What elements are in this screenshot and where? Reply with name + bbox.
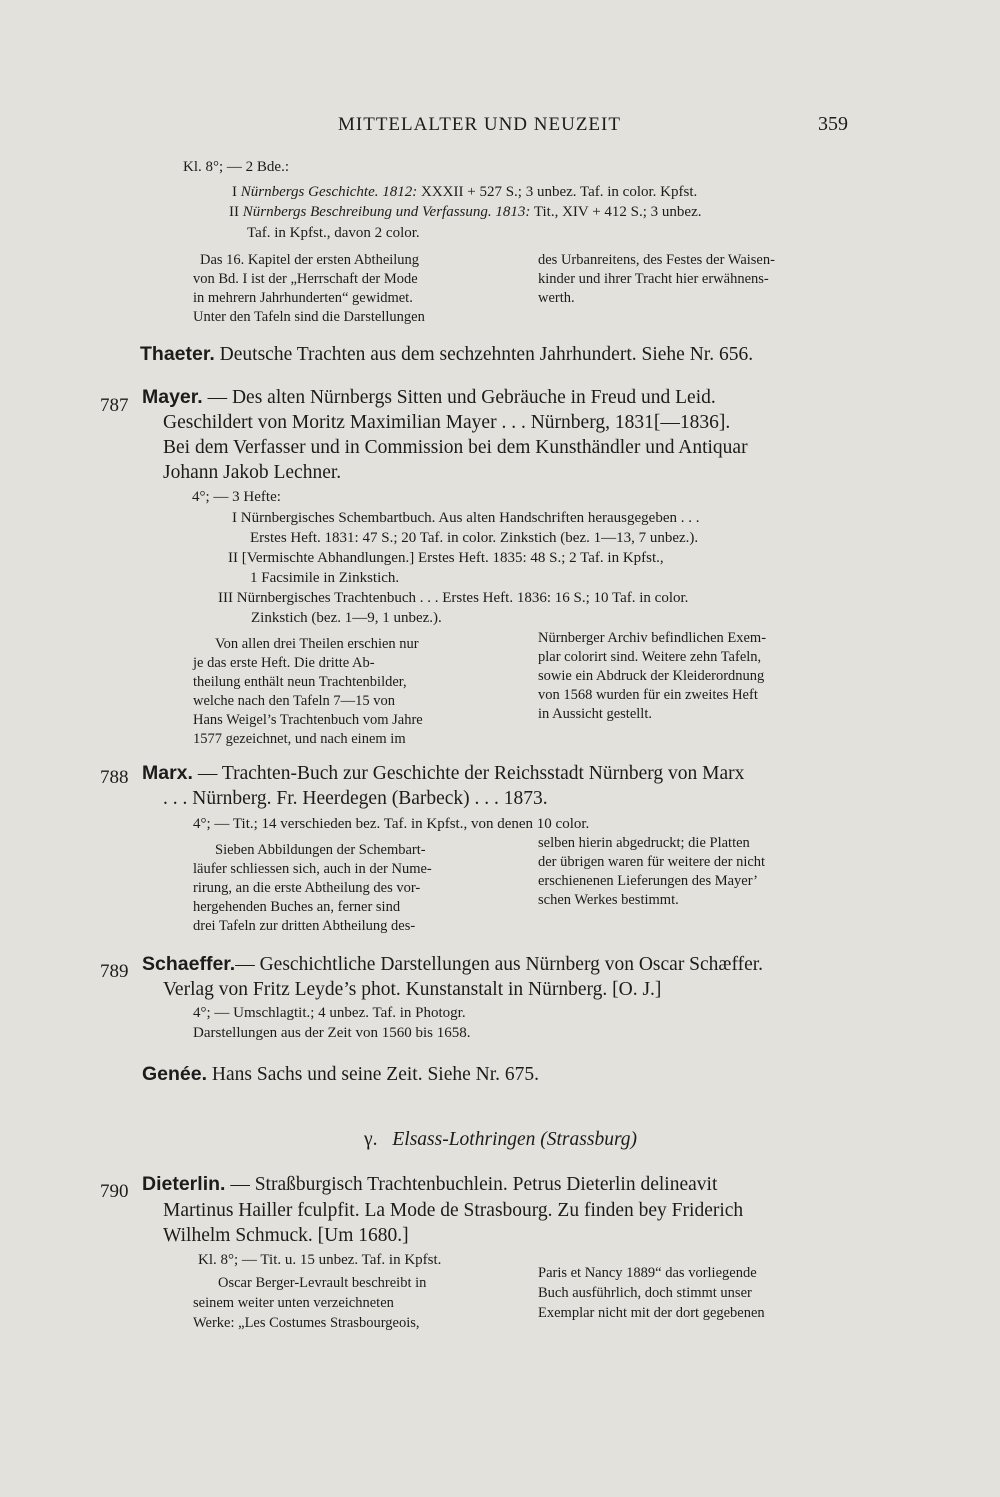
entry-text: Hans Sachs und seine Zeit. Siehe Nr. 675. <box>207 1064 540 1085</box>
note-line: theilung enthält neun Trachtenbilder, <box>193 674 407 690</box>
section-letter: γ. <box>364 1129 378 1150</box>
note-line: von Bd. I ist der „Herrschaft der Mode <box>193 271 418 287</box>
collation-line: 4°; — Tit.; 14 verschieden bez. Taf. in Kpfst., von denen 10 color. <box>193 816 590 832</box>
note-line: Paris et Nancy 1889“ das vorliegende <box>538 1265 757 1281</box>
section-title: Elsass-Lothringen (Strassburg) <box>392 1129 638 1150</box>
running-header <box>0 114 1000 140</box>
collation-line: 4°; — 3 Hefte: <box>192 489 281 505</box>
note-line: seinem weiter unten verzeichneten <box>193 1295 394 1311</box>
running-header-title: MITTELALTER UND NEUZEIT <box>338 114 621 135</box>
note-line: je das erste Heft. Die dritte Ab- <box>193 655 375 671</box>
volume-line: I Nürnbergisches Schembartbuch. Aus alten Handschriften herausgegeben . . . <box>232 510 700 526</box>
section-heading <box>364 1130 637 1150</box>
note-line: Exemplar nicht mit der dort gegebenen <box>538 1305 765 1321</box>
note-line: werth. <box>538 290 575 306</box>
entry-author: Dieterlin. <box>142 1173 226 1195</box>
note-line: welche nach den Tafeln 7—15 von <box>193 693 396 709</box>
note-line: Nürnberger Archiv befindlichen Exem- <box>538 630 767 646</box>
entry-author: Schaeffer. <box>142 953 236 975</box>
note-line: Werke: „Les Costumes Strasbourgeois, <box>193 1315 420 1331</box>
note-line: drei Tafeln zur dritten Abtheilung des- <box>193 918 416 934</box>
entry-author: Marx. <box>142 762 193 784</box>
entry-text: Deutsche Trachten aus dem sechzehnten Jahrhundert. Siehe Nr. 656. <box>214 344 754 365</box>
note-line: Sieben Abbildungen der Schembart- <box>215 842 426 858</box>
note-line: Buch ausführlich, doch stimmt unser <box>538 1285 752 1301</box>
entry-title: — Trachten-Buch zur Geschichte der Reichsstadt Nürnberg von Marx <box>192 763 745 784</box>
note-line: läufer schliessen sich, auch in der Nume- <box>193 861 432 877</box>
volume-collation: Tit., XIV + 412 S.; 3 unbez. <box>530 204 702 220</box>
entry-title-line: . . . Nürnberg. Fr. Heerdegen (Barbeck) . . . 1873. <box>163 788 548 809</box>
entry-number: 787 <box>100 395 129 416</box>
collation-line: 4°; — Umschlagtit.; 4 unbez. Taf. in Photogr. <box>193 1005 466 1021</box>
volume-number: II <box>229 204 243 220</box>
entry-title: — Straßburgisch Trachtenbuchlein. Petrus Dieterlin delineavit <box>225 1174 718 1195</box>
note-line: Hans Weigel’s Trachtenbuch vom Jahre <box>193 712 423 728</box>
entry-author: Genée. <box>142 1063 208 1085</box>
note-line: erschienenen Lieferungen des Mayer’ <box>538 873 758 889</box>
note-line: in Aussicht gestellt. <box>538 706 652 722</box>
volume-line: Erstes Heft. 1831: 47 S.; 20 Taf. in color. Zinkstich (bez. 1—13, 7 unbez.). <box>250 530 699 546</box>
entry-author: Thaeter. <box>140 343 215 365</box>
entry-title-line: Wilhelm Schmuck. [Um 1680.] <box>163 1225 409 1246</box>
entry-number: 788 <box>100 767 129 788</box>
entry-number: 789 <box>100 961 129 982</box>
note-line: kinder und ihrer Tracht hier erwähnens- <box>538 271 769 287</box>
note-line: selben hierin abgedruckt; die Platten <box>538 835 750 851</box>
note-line: 1577 gezeichnet, und nach einem im <box>193 731 406 747</box>
entry-title-line <box>142 764 744 784</box>
note-line: von 1568 wurden für ein zweites Heft <box>538 687 758 703</box>
entry-title: — Des alten Nürnbergs Sitten und Gebräuche in Freud und Leid. <box>202 387 716 408</box>
entry-title-line: Johann Jakob Lechner. <box>163 462 342 483</box>
collation-line: Kl. 8°; — 2 Bde.: <box>183 159 289 175</box>
volume-line: 1 Facsimile in Zinkstich. <box>250 570 400 586</box>
entry-title: — Geschichtliche Darstellungen aus Nürnberg von Oscar Schæffer. <box>235 954 764 975</box>
note-line: in mehrern Jahrhunderten“ gewidmet. <box>193 290 413 306</box>
volume-collation: XXXII + 527 S.; 3 unbez. Taf. in color. Kpfst. <box>417 184 698 200</box>
note-line: schen Werkes bestimmt. <box>538 892 679 908</box>
entry-title-line: Martinus Hailler fculpfit. La Mode de Strasbourg. Zu finden bey Friderich <box>163 1200 744 1221</box>
entry-author: Mayer. <box>142 386 203 408</box>
entry-title-line: Bei dem Verfasser und in Commission bei dem Kunsthändler und Antiquar <box>163 437 748 458</box>
entry-title-line <box>142 1175 717 1195</box>
cross-reference-entry <box>140 345 753 365</box>
note-line: Unter den Tafeln sind die Darstellungen <box>193 309 425 325</box>
volume-title: Nürnbergs Geschichte. 1812: <box>240 184 418 200</box>
note-line: Darstellungen aus der Zeit von 1560 bis 1658. <box>193 1025 471 1041</box>
note-line: Oscar Berger-Levrault beschreibt in <box>218 1275 427 1291</box>
volume-line: Zinkstich (bez. 1—9, 1 unbez.). <box>251 610 442 626</box>
note-line: hergehenden Buches an, ferner sind <box>193 899 401 915</box>
note-line: der übrigen waren für weitere der nicht <box>538 854 766 870</box>
entry-title-line <box>142 388 716 408</box>
entry-title-line: Geschildert von Moritz Maximilian Mayer . . . Nürnberg, 1831[—1836]. <box>163 412 731 433</box>
collation-line: Kl. 8°; — Tit. u. 15 unbez. Taf. in Kpfst. <box>198 1252 442 1268</box>
entry-title-line <box>142 955 763 975</box>
volume-line <box>229 205 702 220</box>
note-line: plar colorirt sind. Weitere zehn Tafeln, <box>538 649 762 665</box>
entry-title-line: Verlag von Fritz Leyde’s phot. Kunstanstalt in Nürnberg. [O. J.] <box>163 979 662 1000</box>
volume-number: I <box>232 184 241 200</box>
volume-line <box>232 185 697 200</box>
entry-number: 790 <box>100 1181 129 1202</box>
note-line: sowie ein Abdruck der Kleiderordnung <box>538 668 765 684</box>
volume-line: III Nürnbergisches Trachtenbuch . . . Erstes Heft. 1836: 16 S.; 10 Taf. in color. <box>218 590 689 606</box>
volume-title: Nürnbergs Beschreibung und Verfassung. 1813: <box>242 204 531 220</box>
cross-reference-entry <box>142 1065 539 1085</box>
page-number: 359 <box>818 113 848 135</box>
note-line: Von allen drei Theilen erschien nur <box>215 636 419 652</box>
note-line: rirung, an die erste Abtheilung des vor- <box>193 880 421 896</box>
volume-line: Taf. in Kpfst., davon 2 color. <box>247 225 420 241</box>
note-line: des Urbanreitens, des Festes der Waisen- <box>538 252 775 268</box>
note-line: Das 16. Kapitel der ersten Abtheilung <box>200 252 420 268</box>
volume-line: II [Vermischte Abhandlungen.] Erstes Heft. 1835: 48 S.; 2 Taf. in Kpfst., <box>228 550 664 566</box>
